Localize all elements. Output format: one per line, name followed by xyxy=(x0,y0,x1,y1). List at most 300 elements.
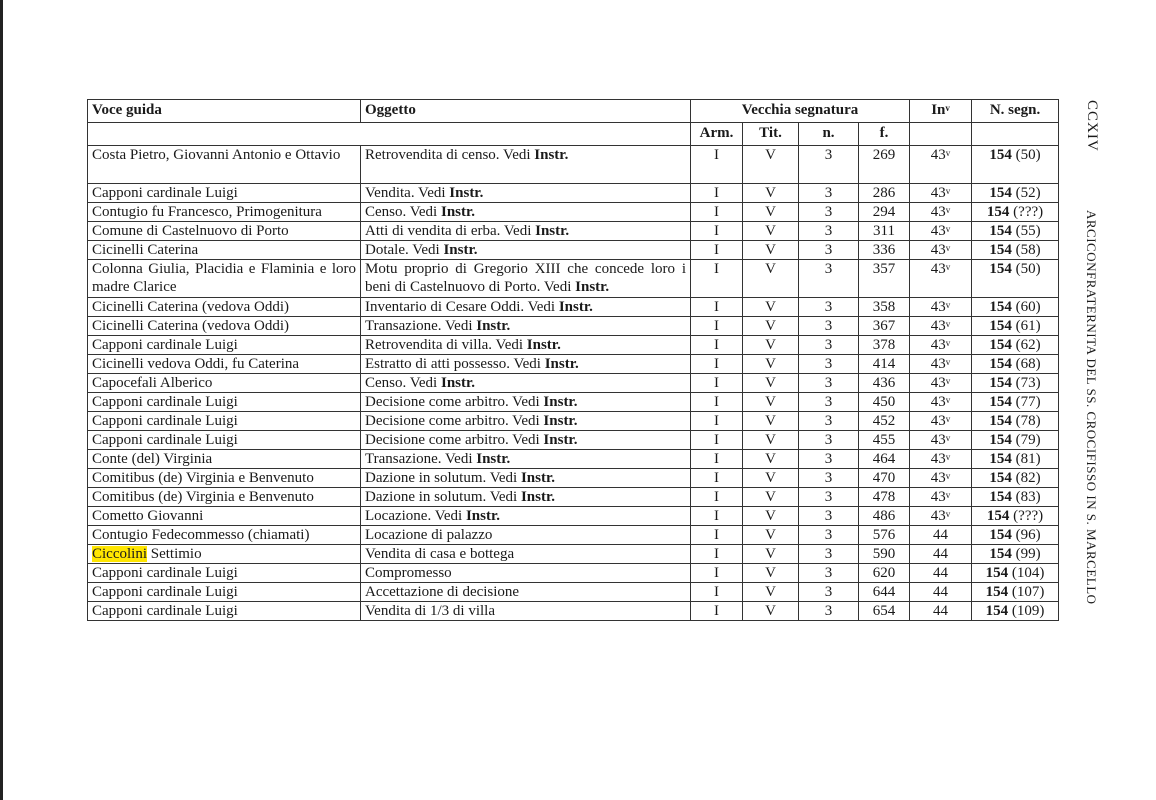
cell-n: 3 xyxy=(799,241,859,260)
cell-voce-guida xyxy=(88,545,361,564)
cell-oggetto xyxy=(361,355,691,374)
running-head: ARCICONFRATERNITA DEL SS. CROCIFISSO IN S. MARCELLO xyxy=(1084,210,1099,605)
cell-voce-guida xyxy=(88,412,361,431)
cell-voce-guida xyxy=(88,336,361,355)
cell-arm: I xyxy=(691,431,743,450)
n-segn-paren: (83) xyxy=(1015,489,1041,505)
cell-oggetto xyxy=(361,317,691,336)
n-segn-number: 154 xyxy=(989,356,1012,372)
table-row xyxy=(88,393,1059,412)
cell-f: 478 xyxy=(859,488,910,507)
cell-f: 620 xyxy=(859,564,910,583)
inv-sup: v xyxy=(945,243,951,253)
cell-inv xyxy=(910,355,972,374)
cell-f: 450 xyxy=(859,393,910,412)
inv-sup: v xyxy=(945,357,951,367)
n-segn-paren: (109) xyxy=(1011,603,1045,619)
instr-reference: Instr. xyxy=(520,489,556,505)
table-row xyxy=(88,298,1059,317)
cell-arm: I xyxy=(691,222,743,241)
cell-tit: V xyxy=(743,412,799,431)
cell-arm: I xyxy=(691,393,743,412)
cell-n-segn xyxy=(972,526,1059,545)
cell-n-segn xyxy=(972,545,1059,564)
inv-text: 43 xyxy=(930,242,946,258)
inv-text: 43 xyxy=(930,204,946,220)
oggetto-text: Censo. Vedi xyxy=(365,375,438,391)
voce-text: Conte (del) Virginia xyxy=(92,451,213,467)
cell-oggetto xyxy=(361,260,691,298)
cell-tit: V xyxy=(743,298,799,317)
inv-sup: v xyxy=(945,490,951,500)
cell-inv xyxy=(910,241,972,260)
cell-n: 3 xyxy=(799,317,859,336)
cell-n: 3 xyxy=(799,393,859,412)
inventory-table xyxy=(87,99,1059,621)
cell-tit: V xyxy=(743,602,799,621)
cell-n: 3 xyxy=(799,602,859,621)
header-n-segn: N. segn. xyxy=(972,100,1059,123)
inv-text: 44 xyxy=(933,584,949,600)
cell-oggetto xyxy=(361,298,691,317)
cell-n: 3 xyxy=(799,469,859,488)
instr-reference: Instr. xyxy=(535,223,570,239)
inv-sup: v xyxy=(945,186,951,196)
inv-text: 43 xyxy=(930,394,946,410)
oggetto-text: Dazione in solutum. Vedi xyxy=(365,470,518,486)
cell-arm: I xyxy=(691,203,743,222)
cell-f: 336 xyxy=(859,241,910,260)
cell-n-segn xyxy=(972,184,1059,203)
cell-oggetto xyxy=(361,564,691,583)
table-row xyxy=(88,203,1059,222)
n-segn-paren: (61) xyxy=(1015,318,1041,334)
n-segn-number: 154 xyxy=(989,375,1012,391)
cell-inv xyxy=(910,564,972,583)
inv-text: 43 xyxy=(930,261,946,277)
inv-text: 44 xyxy=(933,546,949,562)
table-row xyxy=(88,564,1059,583)
n-segn-number: 154 xyxy=(989,299,1012,315)
oggetto-text: Accettazione di decisione xyxy=(365,584,520,600)
cell-f: 311 xyxy=(859,222,910,241)
cell-arm: I xyxy=(691,507,743,526)
cell-voce-guida xyxy=(88,564,361,583)
instr-reference: Instr. xyxy=(449,185,484,201)
cell-n-segn xyxy=(972,317,1059,336)
cell-tit: V xyxy=(743,450,799,469)
oggetto-text: Vendita. Vedi xyxy=(365,185,446,201)
cell-arm: I xyxy=(691,146,743,184)
table-row xyxy=(88,507,1059,526)
oggetto-text: Retrovendita di villa. Vedi xyxy=(365,337,524,353)
cell-tit: V xyxy=(743,431,799,450)
voce-text: Capponi cardinale Luigi xyxy=(92,185,238,201)
subheader-blank xyxy=(88,123,691,146)
oggetto-text: Compromesso xyxy=(365,565,452,581)
cell-n-segn xyxy=(972,583,1059,602)
cell-tit: V xyxy=(743,545,799,564)
cell-n-segn xyxy=(972,431,1059,450)
cell-inv xyxy=(910,526,972,545)
inv-text: 43 xyxy=(930,432,946,448)
cell-oggetto xyxy=(361,583,691,602)
cell-arm: I xyxy=(691,564,743,583)
cell-inv xyxy=(910,146,972,184)
table-row xyxy=(88,184,1059,203)
page-left-edge xyxy=(0,0,3,800)
instr-reference: Instr. xyxy=(476,318,511,334)
table-row xyxy=(88,602,1059,621)
instr-reference: Instr. xyxy=(440,375,476,391)
n-segn-number: 154 xyxy=(989,413,1012,429)
cell-inv xyxy=(910,507,972,526)
n-segn-paren: (81) xyxy=(1015,451,1041,467)
cell-arm: I xyxy=(691,526,743,545)
table-row xyxy=(88,526,1059,545)
cell-inv xyxy=(910,545,972,564)
cell-oggetto xyxy=(361,526,691,545)
subheader-nsegn-blank xyxy=(972,123,1059,146)
n-segn-number: 154 xyxy=(985,603,1009,619)
instr-reference: Instr. xyxy=(520,470,556,486)
cell-n: 3 xyxy=(799,488,859,507)
cell-n-segn xyxy=(972,222,1059,241)
n-segn-paren: (104) xyxy=(1011,565,1045,581)
cell-f: 286 xyxy=(859,184,910,203)
header-oggetto: Oggetto xyxy=(361,100,691,123)
cell-tit: V xyxy=(743,146,799,184)
oggetto-text: Locazione di palazzo xyxy=(365,527,493,543)
voce-text: Capponi cardinale Luigi xyxy=(92,413,238,429)
header-vecchia-segnatura: Vecchia segnatura xyxy=(691,100,910,123)
cell-voce-guida xyxy=(88,260,361,298)
table-row xyxy=(88,488,1059,507)
inv-text: 43 xyxy=(930,375,946,391)
table-row xyxy=(88,241,1059,260)
cell-inv xyxy=(910,260,972,298)
cell-tit: V xyxy=(743,393,799,412)
cell-n-segn xyxy=(972,241,1059,260)
cell-inv xyxy=(910,450,972,469)
cell-voce-guida xyxy=(88,222,361,241)
subheader-inv-blank xyxy=(910,123,972,146)
cell-inv xyxy=(910,336,972,355)
oggetto-text: Transazione. Vedi xyxy=(365,451,473,467)
n-segn-number: 154 xyxy=(989,546,1012,562)
cell-n: 3 xyxy=(799,431,859,450)
oggetto-text: Decisione come arbitro. Vedi xyxy=(365,432,540,448)
table-row xyxy=(88,336,1059,355)
cell-n: 3 xyxy=(799,260,859,298)
inv-sup: v xyxy=(945,338,951,348)
instr-reference: Instr. xyxy=(558,299,593,315)
inv-sup: v xyxy=(945,148,951,158)
cell-f: 294 xyxy=(859,203,910,222)
cell-tit: V xyxy=(743,184,799,203)
n-segn-paren: (99) xyxy=(1015,546,1041,562)
n-segn-number: 154 xyxy=(989,527,1012,543)
cell-oggetto xyxy=(361,545,691,564)
oggetto-text: Estratto di atti possesso. Vedi xyxy=(365,356,541,372)
table-row xyxy=(88,355,1059,374)
cell-f: 455 xyxy=(859,431,910,450)
cell-n-segn xyxy=(972,602,1059,621)
cell-oggetto xyxy=(361,488,691,507)
cell-arm: I xyxy=(691,412,743,431)
inv-sup: v xyxy=(945,319,951,329)
cell-arm: I xyxy=(691,545,743,564)
inv-text: 43 xyxy=(930,318,946,334)
cell-n-segn xyxy=(972,260,1059,298)
voce-text: Capponi cardinale Luigi xyxy=(92,584,238,600)
cell-oggetto xyxy=(361,336,691,355)
header-inv xyxy=(910,100,972,123)
cell-tit: V xyxy=(743,355,799,374)
instr-reference: Instr. xyxy=(543,432,578,448)
voce-text: Costa Pietro, Giovanni Antonio e Ottavio xyxy=(92,147,341,163)
cell-oggetto xyxy=(361,222,691,241)
cell-inv xyxy=(910,583,972,602)
cell-n: 3 xyxy=(799,374,859,393)
cell-f: 464 xyxy=(859,450,910,469)
n-segn-paren: (58) xyxy=(1015,242,1041,258)
n-segn-number: 154 xyxy=(989,147,1012,163)
n-segn-number: 154 xyxy=(989,261,1012,277)
cell-oggetto xyxy=(361,450,691,469)
cell-tit: V xyxy=(743,222,799,241)
cell-inv xyxy=(910,184,972,203)
voce-text: Cicinelli vedova Oddi, fu Caterina xyxy=(92,356,300,372)
cell-f: 470 xyxy=(859,469,910,488)
cell-n-segn xyxy=(972,336,1059,355)
cell-f: 367 xyxy=(859,317,910,336)
instr-reference: Instr. xyxy=(543,394,578,410)
cell-voce-guida xyxy=(88,241,361,260)
header-voce-guida: Voce guida xyxy=(88,100,361,123)
header-arm: Arm. xyxy=(691,123,743,146)
voce-text: Colonna Giulia, Placidia e Flaminia e loro madre Clarice xyxy=(92,261,356,295)
inv-text: 43 xyxy=(930,299,946,315)
cell-voce-guida xyxy=(88,203,361,222)
inv-sup: v xyxy=(945,224,951,234)
cell-inv xyxy=(910,298,972,317)
cell-voce-guida xyxy=(88,583,361,602)
cell-f: 269 xyxy=(859,146,910,184)
subheader-row xyxy=(88,123,1059,146)
n-segn-number: 154 xyxy=(989,394,1012,410)
cell-voce-guida xyxy=(88,469,361,488)
instr-reference: Instr. xyxy=(476,451,511,467)
table-row xyxy=(88,222,1059,241)
cell-n-segn xyxy=(972,374,1059,393)
cell-voce-guida xyxy=(88,450,361,469)
cell-n-segn xyxy=(972,298,1059,317)
page-number: CCXIV xyxy=(1084,100,1100,152)
cell-n-segn xyxy=(972,469,1059,488)
cell-arm: I xyxy=(691,602,743,621)
cell-n: 3 xyxy=(799,526,859,545)
voce-text: Cicinelli Caterina (vedova Oddi) xyxy=(92,299,290,315)
cell-arm: I xyxy=(691,469,743,488)
cell-arm: I xyxy=(691,488,743,507)
n-segn-paren: (77) xyxy=(1015,394,1041,410)
cell-tit: V xyxy=(743,583,799,602)
header-f: f. xyxy=(859,123,910,146)
cell-f: 590 xyxy=(859,545,910,564)
oggetto-text: Retrovendita di censo. Vedi xyxy=(365,147,531,163)
table-row xyxy=(88,260,1059,298)
inv-sup: v xyxy=(945,376,951,386)
cell-voce-guida xyxy=(88,526,361,545)
table-row xyxy=(88,450,1059,469)
highlighted-text: Ciccolini xyxy=(92,546,147,562)
inv-sup: v xyxy=(945,471,951,481)
voce-text: Capocefali Alberico xyxy=(92,375,213,391)
cell-voce-guida xyxy=(88,393,361,412)
cell-voce-guida xyxy=(88,431,361,450)
cell-tit: V xyxy=(743,336,799,355)
cell-f: 414 xyxy=(859,355,910,374)
instr-reference: Instr. xyxy=(465,508,500,524)
n-segn-number: 154 xyxy=(989,223,1012,239)
cell-oggetto xyxy=(361,184,691,203)
inv-text: 43 xyxy=(930,508,946,524)
n-segn-paren: (79) xyxy=(1015,432,1041,448)
voce-text: Contugio fu Francesco, Primogenitura xyxy=(92,204,322,220)
n-segn-number: 154 xyxy=(986,204,1010,220)
cell-f: 486 xyxy=(859,507,910,526)
cell-voce-guida xyxy=(88,374,361,393)
cell-oggetto xyxy=(361,507,691,526)
n-segn-number: 154 xyxy=(989,337,1012,353)
cell-n: 3 xyxy=(799,564,859,583)
oggetto-text: Censo. Vedi xyxy=(365,204,438,220)
n-segn-number: 154 xyxy=(985,565,1009,581)
cell-oggetto xyxy=(361,431,691,450)
cell-inv xyxy=(910,393,972,412)
n-segn-number: 154 xyxy=(989,489,1012,505)
cell-f: 576 xyxy=(859,526,910,545)
oggetto-text: Atti di vendita di erba. Vedi xyxy=(365,223,532,239)
oggetto-text: Locazione. Vedi xyxy=(365,508,463,524)
table-row xyxy=(88,374,1059,393)
n-segn-paren: (55) xyxy=(1015,223,1041,239)
cell-f: 436 xyxy=(859,374,910,393)
cell-n: 3 xyxy=(799,412,859,431)
inv-text: 43 xyxy=(930,185,946,201)
n-segn-paren: (???) xyxy=(1013,204,1044,220)
cell-inv xyxy=(910,317,972,336)
header-n: n. xyxy=(799,123,859,146)
cell-n: 3 xyxy=(799,336,859,355)
n-segn-paren: (68) xyxy=(1015,356,1041,372)
cell-n-segn xyxy=(972,355,1059,374)
voce-text: Cicinelli Caterina xyxy=(92,242,199,258)
n-segn-paren: (50) xyxy=(1015,147,1041,163)
voce-text: Cometto Giovanni xyxy=(92,508,204,524)
cell-oggetto xyxy=(361,469,691,488)
cell-inv xyxy=(910,488,972,507)
table-row xyxy=(88,583,1059,602)
cell-n: 3 xyxy=(799,203,859,222)
cell-n: 3 xyxy=(799,583,859,602)
header-tit: Tit. xyxy=(743,123,799,146)
oggetto-text: Dotale. Vedi xyxy=(365,242,440,258)
oggetto-text: Vendita di casa e bottega xyxy=(365,546,515,562)
voce-text: Cicinelli Caterina (vedova Oddi) xyxy=(92,318,290,334)
cell-voce-guida xyxy=(88,184,361,203)
table-row xyxy=(88,412,1059,431)
cell-voce-guida xyxy=(88,146,361,184)
n-segn-number: 154 xyxy=(989,451,1012,467)
cell-arm: I xyxy=(691,317,743,336)
header-inv-text: In xyxy=(931,102,946,118)
n-segn-paren: (96) xyxy=(1015,527,1041,543)
inv-text: 43 xyxy=(930,147,946,163)
cell-tit: V xyxy=(743,374,799,393)
header-row xyxy=(88,100,1059,123)
inv-text: 43 xyxy=(930,337,946,353)
oggetto-text: Decisione come arbitro. Vedi xyxy=(365,394,540,410)
cell-voce-guida xyxy=(88,317,361,336)
cell-oggetto xyxy=(361,412,691,431)
voce-text: Capponi cardinale Luigi xyxy=(92,432,238,448)
cell-n: 3 xyxy=(799,545,859,564)
cell-oggetto xyxy=(361,146,691,184)
cell-n-segn xyxy=(972,507,1059,526)
inv-text: 43 xyxy=(930,356,946,372)
cell-inv xyxy=(910,602,972,621)
instr-reference: Instr. xyxy=(440,204,476,220)
n-segn-paren: (60) xyxy=(1015,299,1041,315)
cell-n: 3 xyxy=(799,298,859,317)
cell-n: 3 xyxy=(799,507,859,526)
table-row xyxy=(88,469,1059,488)
cell-inv xyxy=(910,412,972,431)
inv-text: 43 xyxy=(930,413,946,429)
oggetto-text: Vendita di 1/3 di villa xyxy=(365,603,495,619)
n-segn-number: 154 xyxy=(989,470,1012,486)
instr-reference: Instr. xyxy=(543,413,578,429)
cell-inv xyxy=(910,203,972,222)
cell-oggetto xyxy=(361,241,691,260)
inv-sup: v xyxy=(945,395,951,405)
table-row xyxy=(88,431,1059,450)
cell-n: 3 xyxy=(799,355,859,374)
cell-arm: I xyxy=(691,450,743,469)
cell-n-segn xyxy=(972,488,1059,507)
inv-sup: v xyxy=(945,414,951,424)
cell-f: 378 xyxy=(859,336,910,355)
cell-oggetto xyxy=(361,602,691,621)
voce-text: Capponi cardinale Luigi xyxy=(92,603,238,619)
inv-text: 43 xyxy=(930,470,946,486)
cell-inv xyxy=(910,222,972,241)
instr-reference: Instr. xyxy=(526,337,561,353)
inv-sup: v xyxy=(945,205,951,215)
oggetto-text: Transazione. Vedi xyxy=(365,318,473,334)
cell-n-segn xyxy=(972,412,1059,431)
cell-n: 3 xyxy=(799,450,859,469)
instr-reference: Instr. xyxy=(534,147,569,163)
cell-n-segn xyxy=(972,450,1059,469)
oggetto-text: Inventario di Cesare Oddi. Vedi xyxy=(365,299,556,315)
cell-f: 357 xyxy=(859,260,910,298)
table-row xyxy=(88,146,1059,184)
cell-arm: I xyxy=(691,355,743,374)
cell-arm: I xyxy=(691,184,743,203)
